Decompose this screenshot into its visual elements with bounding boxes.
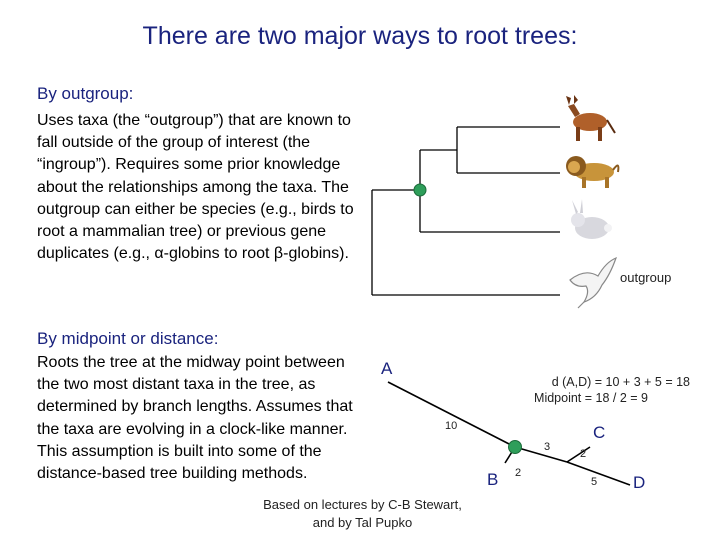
taxon-b-label: B [487,470,499,489]
taxon-c-label: C [593,423,606,442]
branch-length-d: 5 [591,476,598,488]
bird-icon [570,258,616,308]
branch-length-c: 2 [580,448,587,460]
rabbit-icon [571,199,612,239]
credit [250,496,475,532]
lion-icon [566,156,618,188]
outgroup-root-node [414,184,426,196]
branch-length-b: 2 [515,467,522,479]
branch-length-mid: 3 [544,441,551,453]
outgroup-tree [372,127,560,295]
outgroup-description: Uses taxa (the “outgroup”) that are known to fall outside of the group of interest (the “ingroup”). Requires some prior knowledge about the relationships among the taxa. The outgroup can either be species (e.g., birds to root a mammalian tree) or previous gene duplicates (e.g., α-globins to root β-globins). [37,112,354,263]
branch-c [567,447,590,462]
midpoint-description: Roots the tree at the midway point between the two most distant taxa in the tree, as determined by branch lengths. Assumes that the taxa are evolving in a clock-like manner. This assumption is built into some of the distance-based tree building methods. [37,354,353,483]
distance-formula: d (A,D) = 10 + 3 + 5 = 18 [551,375,690,389]
midpoint-calculation [480,374,690,406]
midpoint-formula: Midpoint = 18 / 2 = 9 [534,391,648,405]
outgroup-heading: By outgroup: [37,84,134,103]
credit-line-1: Based on lectures by C-B Stewart, [263,497,462,512]
taxon-d-label: D [633,473,646,492]
midpoint-root-node [509,441,522,454]
donkey-icon [566,95,615,141]
branch-mid [515,447,567,462]
branch-d [567,462,630,485]
taxon-a-label: A [381,359,393,378]
slide-title: There are two major ways to root trees: [142,22,578,50]
midpoint-heading: By midpoint or distance: [37,329,219,348]
credit-line-2: and by Tal Pupko [312,515,413,530]
outgroup-label: outgroup [620,270,672,285]
branch-length-a: 10 [445,420,458,432]
